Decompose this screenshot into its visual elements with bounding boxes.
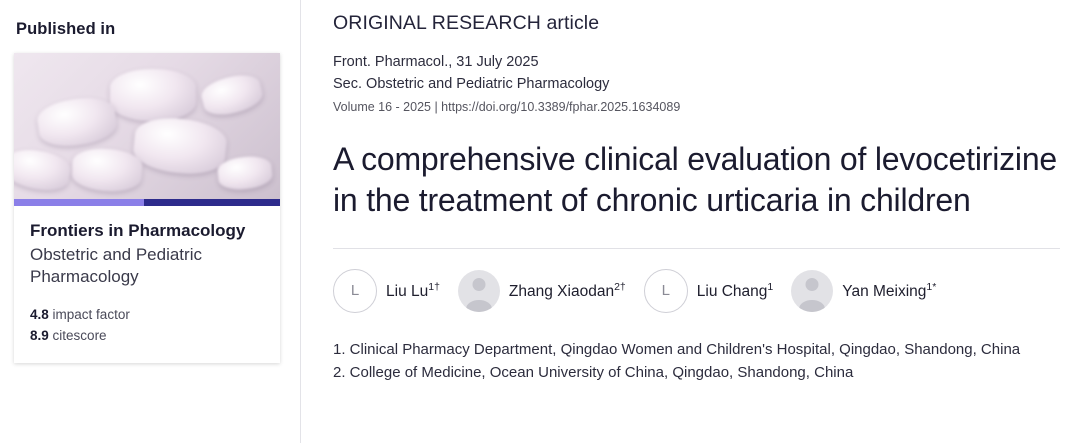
published-in-sidebar bbox=[0, 0, 301, 443]
journal-section: Obstetric and Pediatric Pharmacology bbox=[30, 244, 202, 286]
cover-color-band bbox=[14, 199, 280, 206]
author-affiliation-marker: 1* bbox=[926, 280, 937, 293]
author-name-text: Liu Chang bbox=[696, 282, 768, 300]
journal-section-line: Sec. Obstetric and Pediatric Pharmacology bbox=[333, 76, 610, 93]
article-type: ORIGINAL RESEARCH article bbox=[333, 12, 600, 34]
cover-band-right bbox=[144, 199, 280, 206]
affiliation-list bbox=[333, 339, 1060, 385]
pill-shape bbox=[110, 69, 196, 121]
pill-shape bbox=[71, 147, 144, 194]
impact-factor-metric bbox=[30, 305, 264, 326]
pill-shape bbox=[216, 154, 273, 191]
journal-name: Frontiers in Pharmacology bbox=[30, 221, 246, 240]
author-affiliation-marker: 1† bbox=[428, 280, 440, 293]
citescore-metric bbox=[30, 326, 264, 347]
published-in-heading: Published in bbox=[16, 20, 116, 38]
pill-shape bbox=[35, 94, 119, 150]
affiliation-item: 1. Clinical Pharmacy Department, Qingdao Women and Children's Hospital, Qingdao, Shandong, China bbox=[333, 340, 1021, 358]
impact-factor-label: impact factor bbox=[52, 307, 130, 323]
avatar bbox=[458, 270, 500, 312]
affiliation-item: 2. College of Medicine, Ocean University of China, Qingdao, Shandong, China bbox=[333, 364, 854, 382]
cover-pills-group bbox=[14, 53, 280, 206]
journal-card-body bbox=[14, 206, 280, 363]
citescore-label: citescore bbox=[52, 328, 107, 344]
author-name-text: Zhang Xiaodan bbox=[508, 282, 615, 300]
author-item[interactable] bbox=[458, 270, 626, 312]
author-name[interactable] bbox=[842, 281, 936, 301]
author-name[interactable] bbox=[386, 281, 440, 301]
author-name-text: Yan Meixing bbox=[842, 282, 927, 300]
title-divider bbox=[333, 248, 1060, 249]
journal-card[interactable] bbox=[14, 53, 280, 363]
cover-band-left bbox=[14, 199, 144, 206]
avatar: L bbox=[333, 269, 377, 313]
journal-date-line: Front. Pharmacol., 31 July 2025 bbox=[333, 54, 539, 70]
avatar: L bbox=[644, 269, 688, 313]
author-item[interactable] bbox=[644, 269, 774, 313]
volume-doi-line[interactable]: Volume 16 - 2025 | https://doi.org/10.3389/fphar.2025.1634089 bbox=[333, 99, 681, 114]
citescore-value: 8.9 bbox=[30, 328, 49, 344]
author-name[interactable] bbox=[697, 281, 774, 301]
author-affiliation-marker: 2† bbox=[614, 280, 626, 293]
author-name-text: Liu Lu bbox=[386, 282, 429, 300]
journal-cover-image bbox=[14, 53, 280, 206]
author-list bbox=[333, 269, 1060, 313]
author-item[interactable] bbox=[791, 270, 936, 312]
avatar bbox=[791, 270, 833, 312]
impact-factor-value: 4.8 bbox=[30, 307, 49, 323]
article-main bbox=[301, 0, 1080, 443]
pill-shape bbox=[14, 146, 73, 195]
author-item[interactable] bbox=[333, 269, 440, 313]
pill-shape bbox=[199, 70, 266, 119]
author-name[interactable] bbox=[509, 281, 626, 301]
author-affiliation-marker: 1 bbox=[767, 280, 774, 293]
page-title: A comprehensive clinical evaluation of levocetirizine in the treatment of chronic urticaria in children bbox=[333, 140, 1058, 219]
pill-shape bbox=[131, 114, 228, 177]
